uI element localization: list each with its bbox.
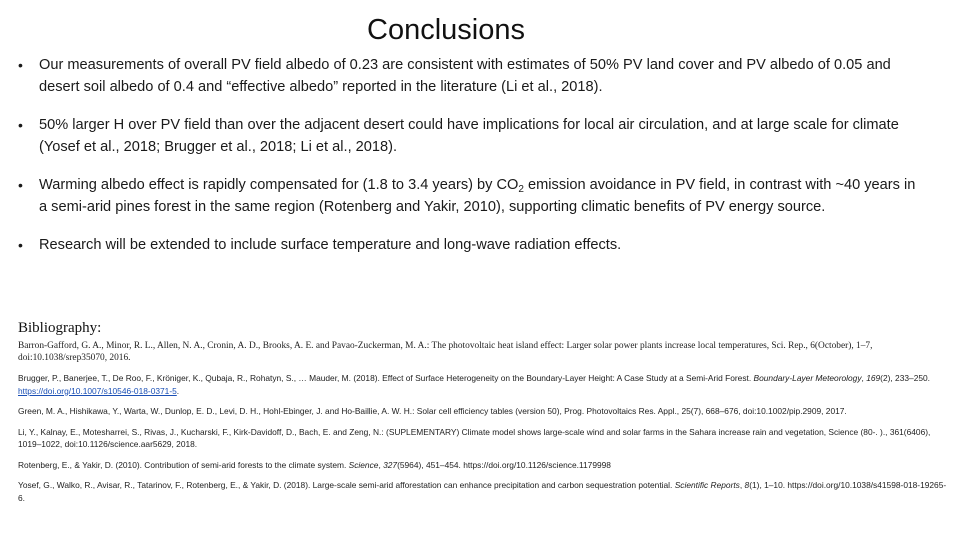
reference-text: ,: [739, 480, 745, 490]
journal-name: Scientific Reports: [674, 480, 740, 490]
reference-li: Li, Y., Kalnay, E., Motesharrei, S., Rivas, J., Kucharski, F., Kirk-Davidoff, D., Bach, E. and Zeng, N.: (SUPLEMENTARY) Climate model shows large-scale wind and solar farms in the Sahara increase rain and vegetation, Science (80-. )., 361(6406), 1019–1022, doi:10.1126/science.aar5629, 2018.: [18, 426, 931, 449]
bullet-glyph: •: [18, 177, 23, 193]
reference-text: (1), 1–10. https://doi.org/10.1038/s41598-018-19265-6.: [18, 480, 947, 503]
conclusions-list: [18, 54, 922, 256]
bullet-text: 50% larger H over PV field than over the adjacent desert could have implications for local air circulation, and at large scale for climate (Yosef et al., 2018; Brugger et al., 2018; Li et al., 2018).: [39, 117, 899, 155]
bibliography-heading: Bibliography:: [18, 320, 102, 336]
volume: 8: [744, 480, 750, 490]
bullet-text: Our measurements of overall PV field albedo of 0.23 are consistent with estimates of 50% PV land cover and PV albedo of 0.05 and desert soil albedo of 0.4 and “effective albedo” reported in the literature (Li et al., 2018).: [39, 57, 891, 95]
doi-link[interactable]: https://doi.org/10.1007/s10546-018-0371-5: [18, 385, 177, 396]
subscript-2: 2: [518, 184, 524, 195]
bullet-glyph: •: [18, 57, 23, 73]
bullet-glyph: •: [18, 237, 23, 253]
reference-text: Brugger, P., Banerjee, T., De Roo, F., Kröniger, K., Qubaja, R., Rohatyn, S., … Mauder, M. (2018). Effect of Surface Heterogeneity on the Boundary-Layer Height: A Case Study at a Semi-Arid Forest.: [18, 373, 754, 383]
bullet-item: [18, 114, 922, 158]
bullet-item: [18, 174, 922, 218]
slide-title: Conclusions: [367, 14, 525, 46]
volume: 169: [866, 373, 881, 383]
reference-barron-gafford: Barron-Gafford, G. A., Minor, R. L., Allen, N. A., Cronin, A. D., Brooks, A. E. and Pavao-Zuckerman, M. A.: The photovoltaic heat island effect: Larger solar power plants increase local temperatures, Sci. Rep., 6(October), 1–7, doi:10.1038/srep35070, 2016.: [18, 341, 873, 363]
journal-name: Boundary-Layer Meteorology: [753, 373, 862, 383]
reference-text: (5964), 451–454. https://doi.org/10.1126/science.1179998: [397, 459, 611, 470]
reference-green: Green, M. A., Hishikawa, Y., Warta, W., Dunlop, E. D., Levi, D. H., Hohl-Ebinger, J. and Ho-Baillie, A. W. H.: Solar cell efficiency tables (version 50), Prog. Photovoltaics Res. Appl., 25(7), 668–676, doi:10.1002/pip.2909, 2017.: [18, 406, 847, 416]
bullet-text-part: emission avoidance in PV field, in contrast with ~40 years in a semi-arid pines forest in the same region (Rotenberg and Yakir, 2010), supporting climatic benefits of PV energy source.: [39, 177, 916, 215]
journal-name: Science: [348, 459, 379, 470]
reference-yosef: [18, 479, 948, 504]
reference-text: .: [176, 385, 180, 396]
reference-text: ,: [378, 459, 384, 470]
bullet-item: [18, 54, 922, 98]
bullet-text-part: Warming albedo effect is rapidly compensated for (1.8 to 3.4 years) by CO: [39, 177, 519, 193]
volume: 327: [383, 459, 398, 470]
reference-text: ,: [861, 373, 867, 383]
reference-text: Yosef, G., Walko, R., Avisar, R., Tatarinov, F., Rotenberg, E., & Yakir, D. (2018). Large-scale semi-arid afforestation can enhance precipitation and carbon sequestration potential.: [18, 480, 675, 490]
reference-rotenberg: [18, 459, 948, 472]
bullet-text: Research will be extended to include surface temperature and long-wave radiation effects.: [39, 237, 622, 253]
bullet-item: [18, 234, 922, 256]
bibliography-list: [18, 340, 948, 512]
reference-brugger: [18, 372, 948, 397]
reference-text: (2), 233–250.: [880, 373, 930, 383]
bullet-glyph: •: [18, 117, 23, 133]
reference-text: Rotenberg, E., & Yakir, D. (2010). Contribution of semi-arid forests to the climate system.: [18, 459, 349, 470]
bullet-text: [39, 177, 915, 215]
